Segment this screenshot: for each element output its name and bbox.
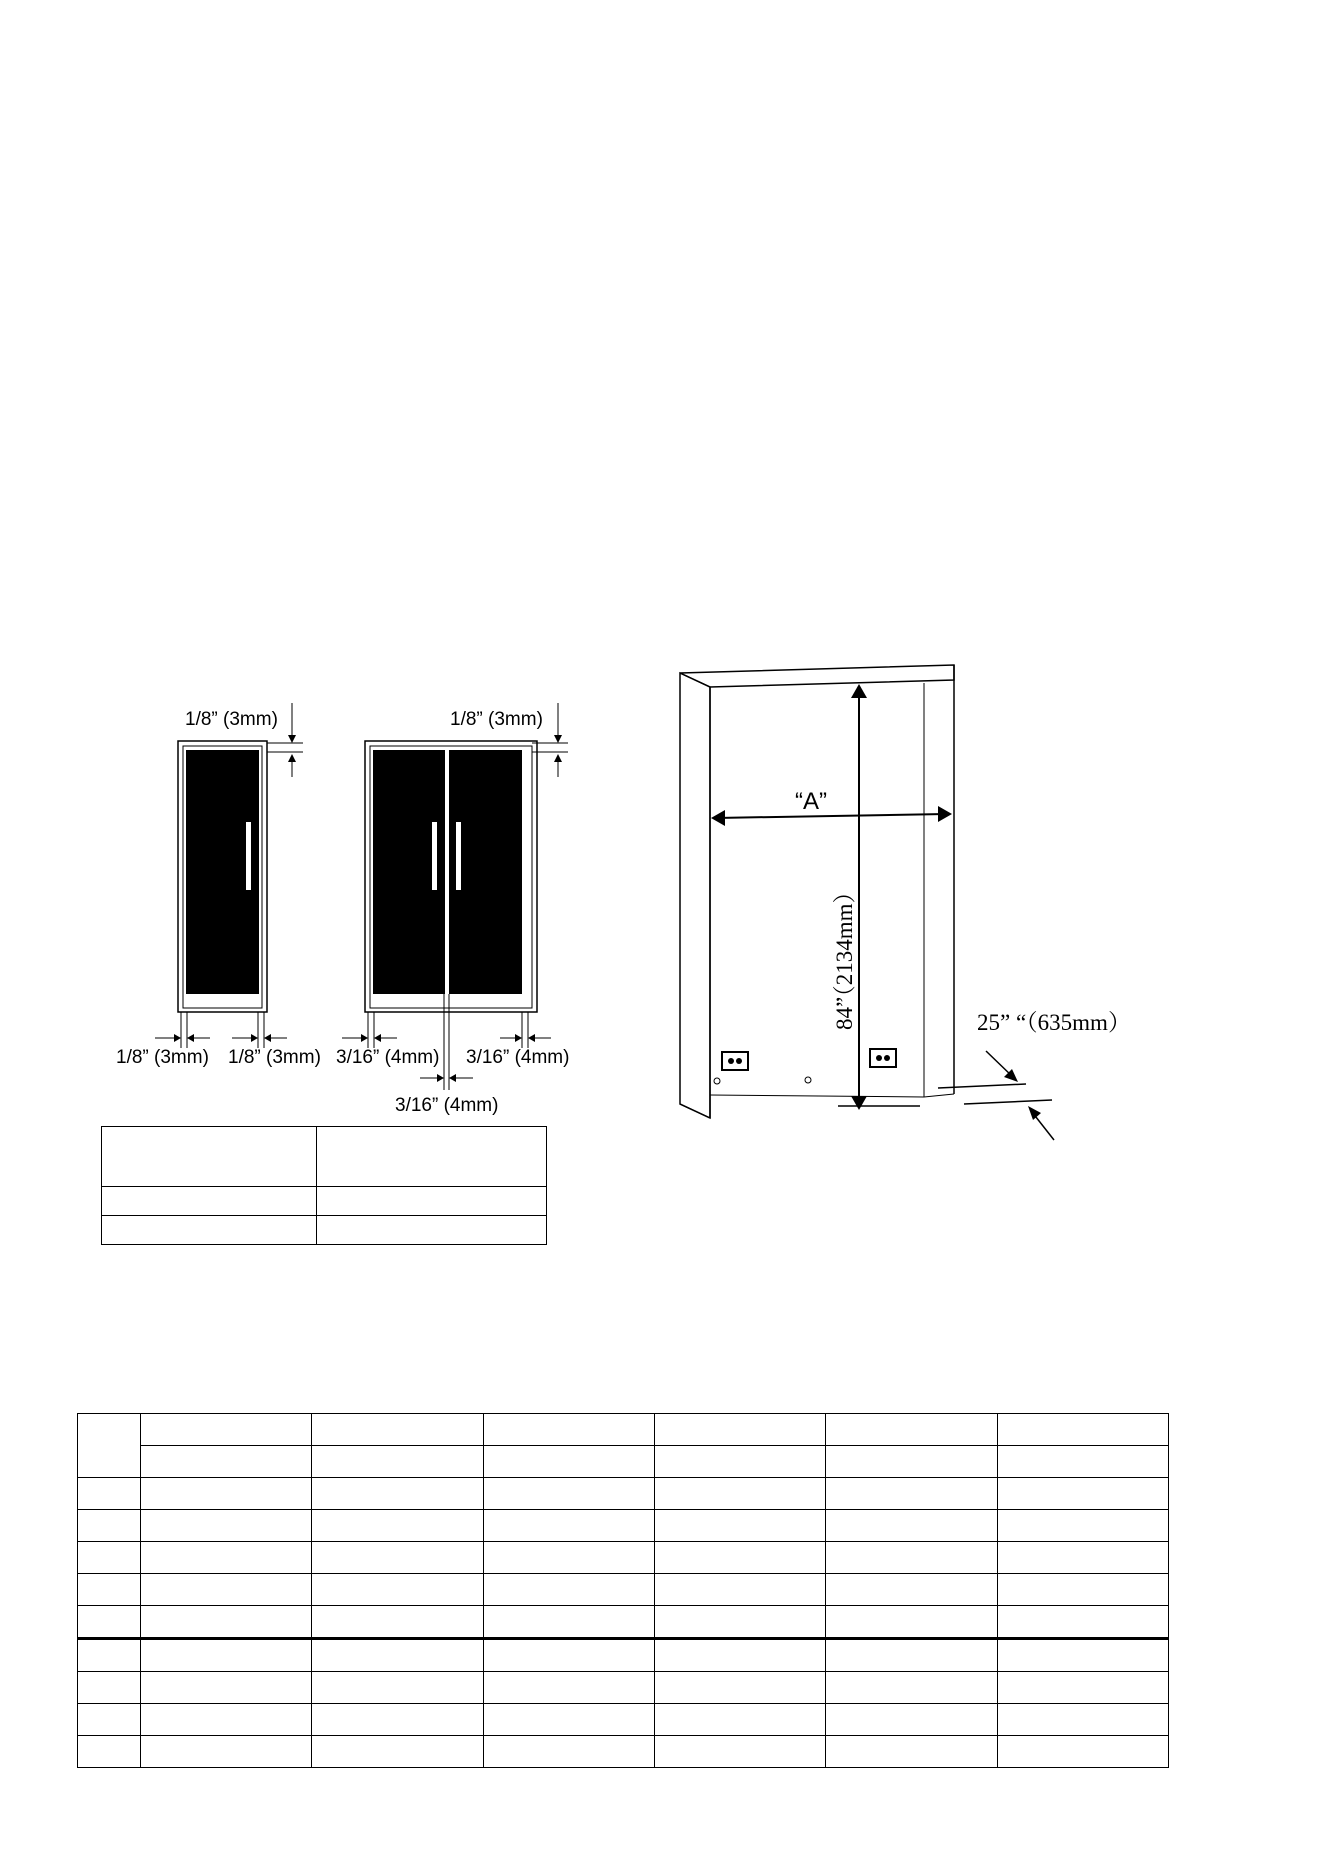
dimension-spec-table xyxy=(77,1413,1169,1768)
table-row xyxy=(78,1672,1169,1704)
double-left-gap-label: 3/16” (4mm) xyxy=(336,1047,440,1068)
table-cell xyxy=(655,1478,826,1510)
power-outlet-icon xyxy=(870,1049,896,1067)
table-cell xyxy=(655,1446,826,1478)
table-cell xyxy=(312,1639,483,1672)
table-cell xyxy=(78,1510,141,1542)
table-cell xyxy=(141,1510,312,1542)
table-cell xyxy=(141,1414,312,1446)
single-right-gap-label: 1/8” (3mm) xyxy=(228,1047,321,1068)
table-cell xyxy=(655,1704,826,1736)
table-row xyxy=(78,1510,1169,1542)
table-cell xyxy=(141,1542,312,1574)
table-cell xyxy=(826,1639,997,1672)
door-handle-icon xyxy=(246,822,251,890)
table-cell xyxy=(997,1704,1168,1736)
table-cell xyxy=(102,1216,317,1245)
table-cell xyxy=(997,1606,1168,1639)
table-cell xyxy=(102,1127,317,1187)
table-cell xyxy=(483,1736,654,1768)
table-cell xyxy=(655,1510,826,1542)
table-cell xyxy=(997,1639,1168,1672)
table-row xyxy=(78,1639,1169,1672)
table-cell xyxy=(997,1446,1168,1478)
table-cell xyxy=(997,1542,1168,1574)
single-door-unit xyxy=(116,703,321,1068)
table-cell xyxy=(826,1510,997,1542)
table-cell xyxy=(826,1574,997,1606)
table-row xyxy=(78,1574,1169,1606)
table-cell xyxy=(826,1672,997,1704)
table-cell xyxy=(483,1478,654,1510)
table-cell xyxy=(102,1187,317,1216)
table-cell xyxy=(78,1736,141,1768)
table-cell xyxy=(141,1639,312,1672)
table-row xyxy=(78,1704,1169,1736)
table-cell xyxy=(316,1187,546,1216)
table-cell xyxy=(826,1414,997,1446)
table-cell xyxy=(312,1414,483,1446)
table-row xyxy=(78,1414,1169,1446)
table-cell xyxy=(78,1542,141,1574)
table-cell xyxy=(826,1704,997,1736)
table-cell xyxy=(655,1639,826,1672)
table-cell xyxy=(483,1606,654,1639)
table-cell xyxy=(997,1574,1168,1606)
table-cell xyxy=(312,1510,483,1542)
table-cell xyxy=(78,1704,141,1736)
table-cell xyxy=(141,1478,312,1510)
double-top-gap-label: 1/8” (3mm) xyxy=(450,709,543,730)
table-cell xyxy=(483,1574,654,1606)
table-cell xyxy=(655,1606,826,1639)
table-cell xyxy=(655,1736,826,1768)
table-cell xyxy=(78,1672,141,1704)
table-cell xyxy=(312,1478,483,1510)
table-cell xyxy=(78,1478,141,1510)
table-cell xyxy=(78,1414,141,1478)
table-cell xyxy=(141,1446,312,1478)
table-cell xyxy=(655,1542,826,1574)
double-right-gap-label: 3/16” (4mm) xyxy=(466,1047,570,1068)
table-cell xyxy=(483,1414,654,1446)
cabinet-width-label: “A” xyxy=(795,788,827,815)
table-cell xyxy=(78,1639,141,1672)
door-handle-icon xyxy=(456,822,461,890)
table-cell xyxy=(997,1672,1168,1704)
table-cell xyxy=(826,1478,997,1510)
table-cell xyxy=(312,1672,483,1704)
table-row xyxy=(78,1542,1169,1574)
table-cell xyxy=(316,1127,546,1187)
table-row xyxy=(78,1446,1169,1478)
table-cell xyxy=(483,1542,654,1574)
table-cell xyxy=(997,1414,1168,1446)
table-row xyxy=(102,1187,547,1216)
table-cell xyxy=(141,1736,312,1768)
table-cell xyxy=(483,1672,654,1704)
table-cell xyxy=(141,1704,312,1736)
cabinet-depth-label: 25” “（635mm） xyxy=(977,1010,1131,1035)
table-cell xyxy=(141,1606,312,1639)
double-center-gap-label: 3/16” (4mm) xyxy=(395,1095,499,1116)
table-cell xyxy=(997,1478,1168,1510)
table-cell xyxy=(312,1574,483,1606)
door-gap-table xyxy=(101,1126,547,1245)
table-cell xyxy=(655,1574,826,1606)
table-cell xyxy=(826,1542,997,1574)
table-cell xyxy=(997,1510,1168,1542)
table-cell xyxy=(826,1606,997,1639)
table-cell xyxy=(483,1446,654,1478)
table-cell xyxy=(483,1510,654,1542)
table-cell xyxy=(483,1704,654,1736)
table-cell xyxy=(312,1704,483,1736)
table-row xyxy=(102,1127,547,1187)
cabinet-enclosure xyxy=(680,665,1131,1140)
single-top-gap-label: 1/8” (3mm) xyxy=(185,709,278,730)
cabinet-height-label: 84”（2134mm） xyxy=(832,880,857,1030)
table-cell xyxy=(312,1736,483,1768)
double-door-unit xyxy=(336,703,569,1116)
table-cell xyxy=(997,1736,1168,1768)
single-left-gap-label: 1/8” (3mm) xyxy=(116,1047,209,1068)
table-row xyxy=(102,1216,547,1245)
power-outlet-icon xyxy=(722,1052,748,1070)
table-cell xyxy=(316,1216,546,1245)
table-row xyxy=(78,1478,1169,1510)
table-cell xyxy=(141,1574,312,1606)
table-cell xyxy=(312,1446,483,1478)
door-handle-icon xyxy=(432,822,437,890)
table-cell xyxy=(655,1414,826,1446)
table-row xyxy=(78,1606,1169,1639)
table-cell xyxy=(826,1446,997,1478)
table-cell xyxy=(655,1672,826,1704)
table-cell xyxy=(78,1606,141,1639)
table-cell xyxy=(312,1542,483,1574)
table-cell xyxy=(141,1672,312,1704)
table-cell xyxy=(312,1606,483,1639)
table-cell xyxy=(483,1639,654,1672)
table-cell xyxy=(826,1736,997,1768)
table-row xyxy=(78,1736,1169,1768)
table-cell xyxy=(78,1574,141,1606)
